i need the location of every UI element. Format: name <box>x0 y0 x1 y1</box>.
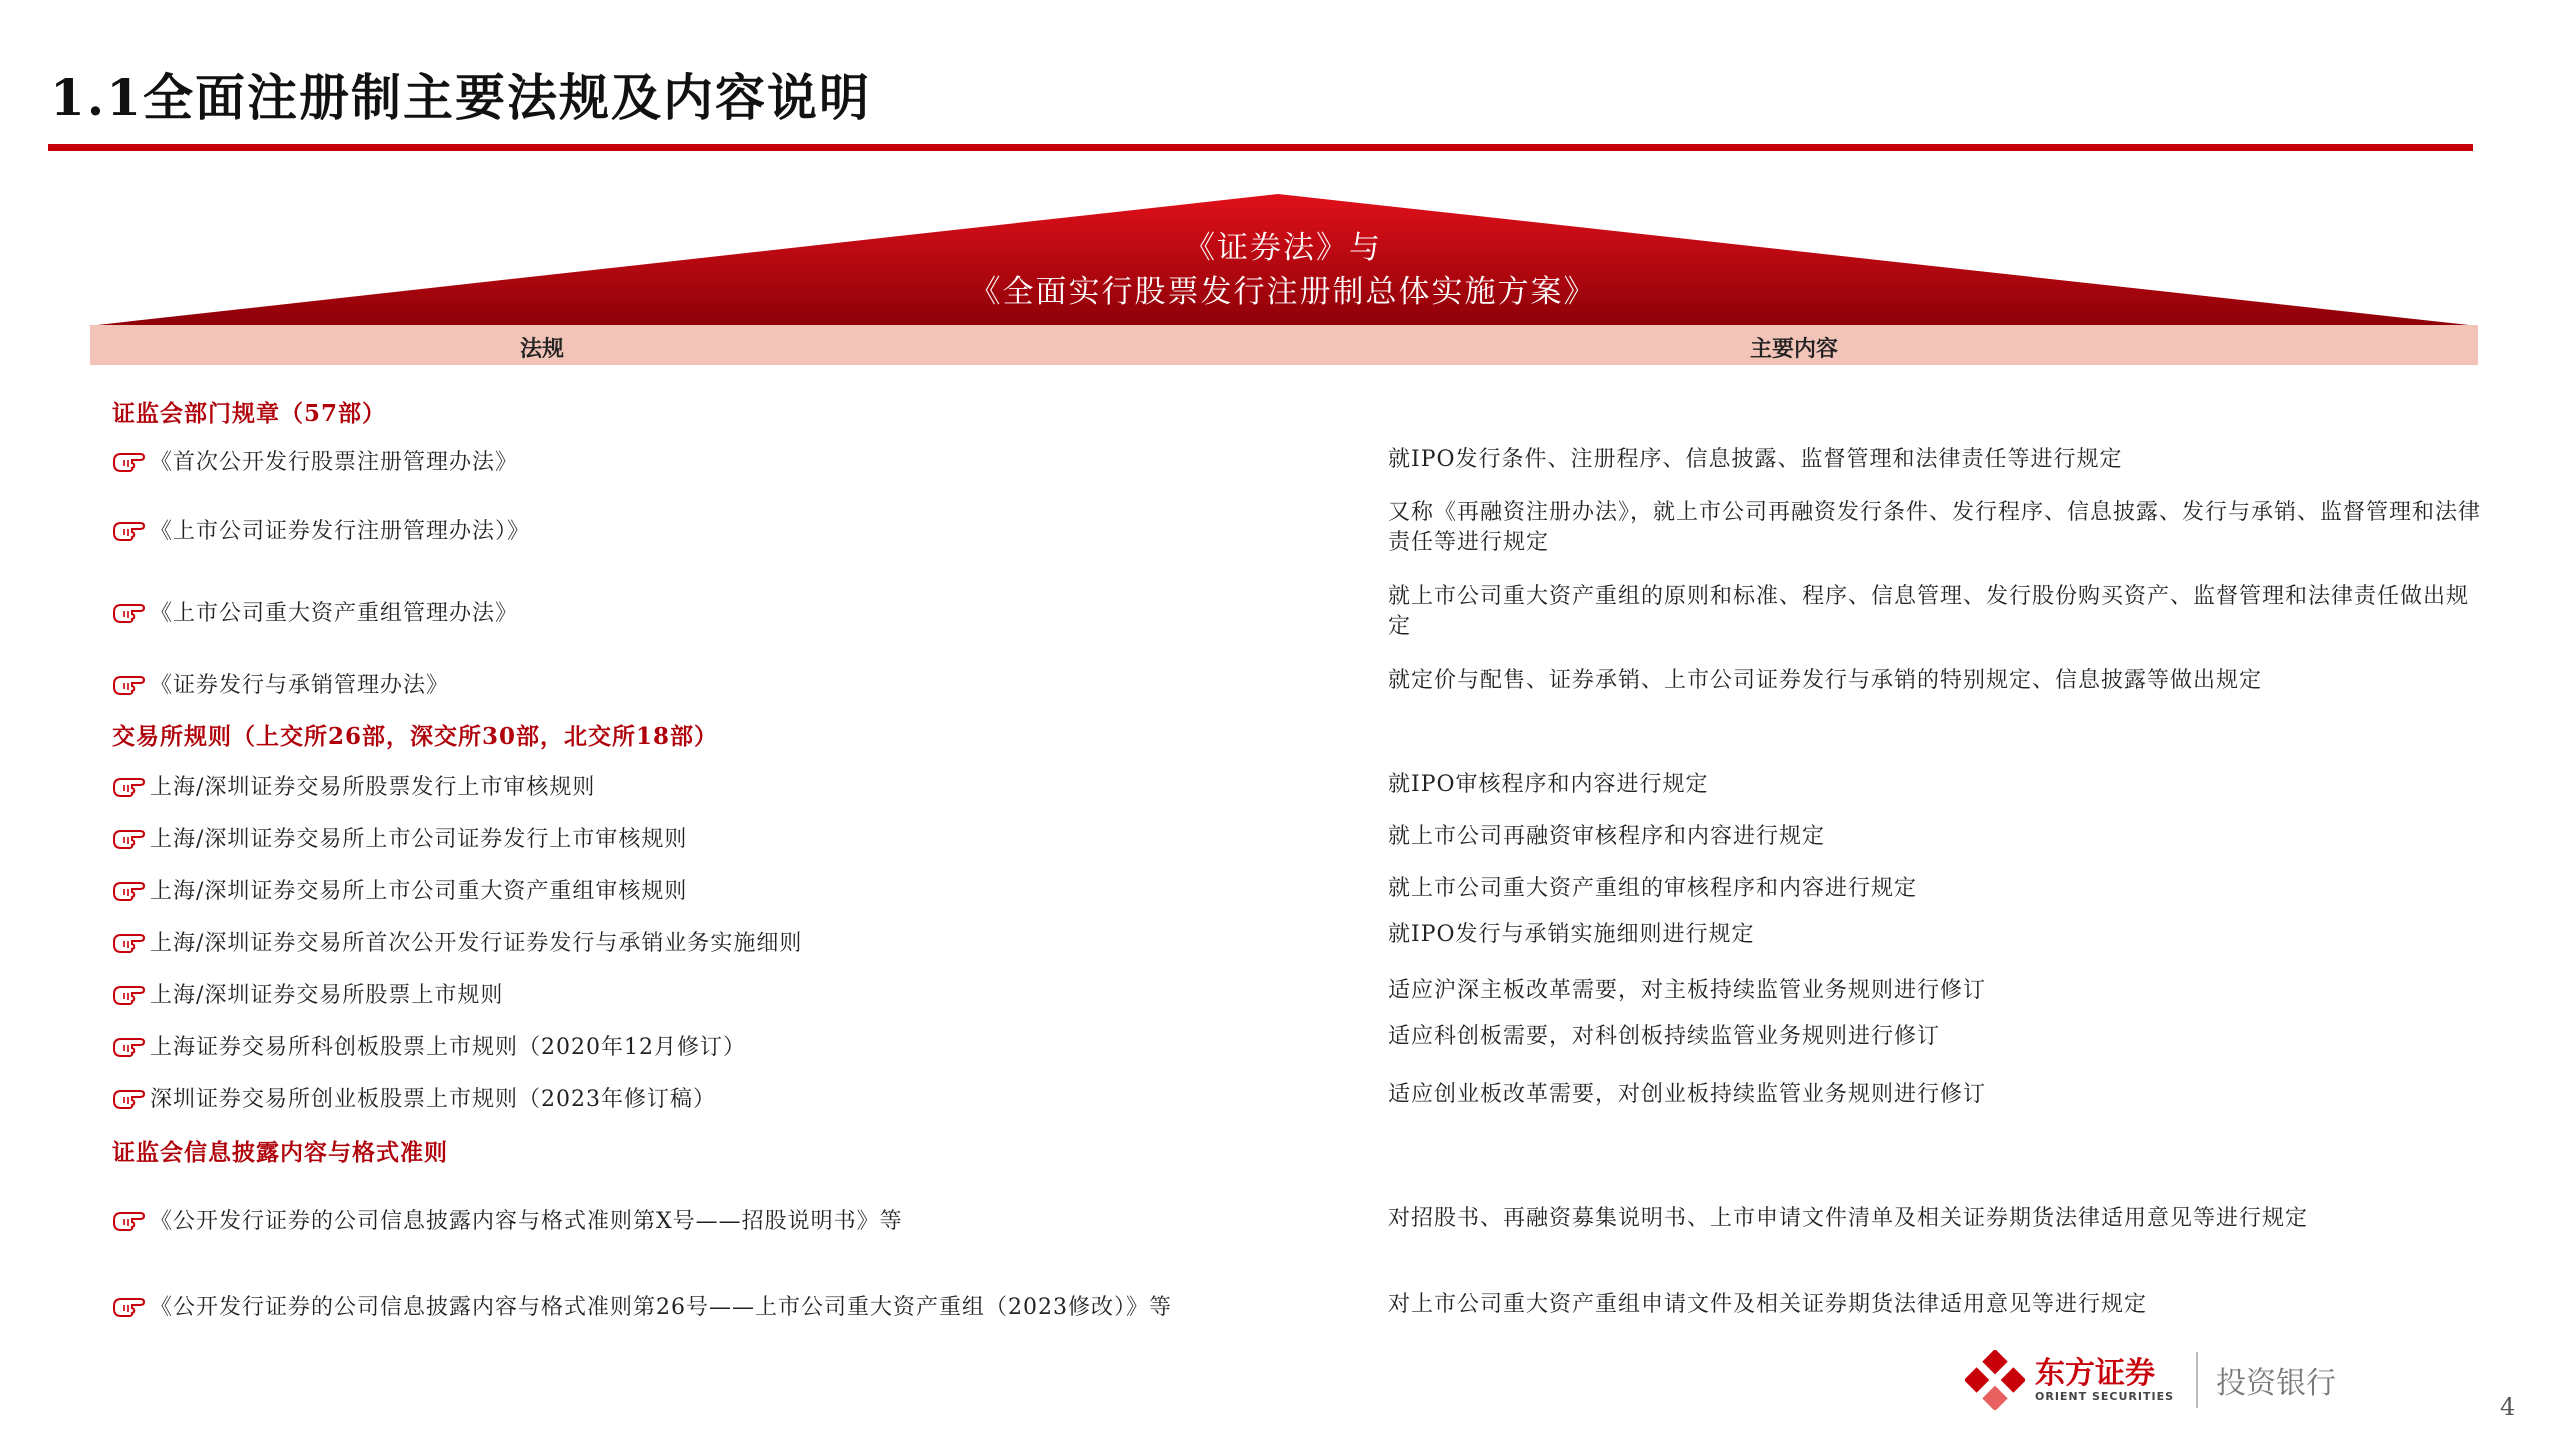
content-text: 就IPO发行条件、注册程序、信息披露、监督管理和法律责任等进行规定 <box>1388 447 2123 472</box>
content-text: 适应创业板改革需要，对创业板持续监管业务规则进行修订 <box>1388 1082 1987 1107</box>
law-item <box>112 926 802 957</box>
pointing-hand-icon <box>112 931 146 953</box>
law-text: 《公开发行证券的公司信息披露内容与格式准则第26号——上市公司重大资产重组（2023修改）》等 <box>150 1295 1172 1320</box>
section-title: 证监会部门规章（57部） <box>112 400 387 427</box>
pointing-hand-icon <box>112 673 146 695</box>
header-law: 法规 <box>520 336 565 362</box>
law-text: 上海/深圳证券交易所首次公开发行证券发行与承销业务实施细则 <box>150 931 803 956</box>
logo-en: ORIENT SECURITIES <box>2035 1389 2175 1403</box>
law-text: 《上市公司证券发行注册管理办法）》 <box>150 519 531 544</box>
law-item <box>112 770 595 801</box>
page-title: 1.1全面注册制主要法规及内容说明 <box>50 68 871 127</box>
law-text: 《公开发行证券的公司信息披露内容与格式准则第X号——招股说明书》等 <box>150 1209 903 1234</box>
content-text: 就上市公司重大资产重组的原则和标准、程序、信息管理、发行股份购买资产、监督管理和法律责任做出规定 <box>1388 584 2470 639</box>
pointing-hand-icon <box>112 827 146 849</box>
law-text: 上海/深圳证券交易所上市公司证券发行上市审核规则 <box>150 827 688 852</box>
pointing-hand-icon <box>112 450 146 472</box>
law-item <box>112 874 687 905</box>
law-text: 深圳证券交易所创业板股票上市规则（2023年修订稿） <box>150 1087 716 1112</box>
header-content: 主要内容 <box>1750 336 1839 362</box>
law-item <box>112 1082 716 1113</box>
law-item <box>112 1290 1172 1321</box>
law-text: 上海/深圳证券交易所股票发行上市审核规则 <box>150 775 596 800</box>
logo-divider <box>2196 1352 2198 1408</box>
law-text: 《首次公开发行股票注册管理办法》 <box>150 450 519 475</box>
pointing-hand-icon <box>112 1035 146 1057</box>
law-text: 《证券发行与承销管理办法》 <box>150 673 450 698</box>
content-text: 又称《再融资注册办法》，就上市公司再融资发行条件、发行程序、信息披露、发行与承销、监督管理和法律责任等进行规定 <box>1388 500 2482 555</box>
law-text: 上海证券交易所科创板股票上市规则（2020年12月修订） <box>150 1035 746 1060</box>
pointing-hand-icon <box>112 983 146 1005</box>
logo-text-block <box>2035 1355 2175 1403</box>
law-item <box>112 596 518 627</box>
orient-logo-icon <box>1965 1350 2025 1410</box>
pointing-hand-icon <box>112 775 146 797</box>
section-title: 证监会信息披露内容与格式准则 <box>112 1139 448 1166</box>
company-logo <box>1965 1350 2336 1410</box>
division-label: 投资银行 <box>2216 1366 2337 1401</box>
law-item <box>112 822 687 853</box>
pointing-hand-icon <box>112 1087 146 1109</box>
content-text: 就IPO审核程序和内容进行规定 <box>1388 772 1709 797</box>
page-number: 4 <box>2500 1393 2516 1421</box>
content-text: 适应科创板需要，对科创板持续监管业务规则进行修订 <box>1388 1024 1941 1049</box>
banner-line-1: 《证券法》与 <box>1184 230 1382 266</box>
content-text: 就上市公司重大资产重组的审核程序和内容进行规定 <box>1388 876 1918 901</box>
law-item <box>112 445 518 476</box>
law-item <box>112 1204 903 1235</box>
content-text: 就IPO发行与承销实施细则进行规定 <box>1388 922 1755 947</box>
law-text: 《上市公司重大资产重组管理办法》 <box>150 601 519 626</box>
pointing-hand-icon <box>112 1209 146 1231</box>
pointing-hand-icon <box>112 1295 146 1317</box>
content-text: 适应沪深主板改革需要，对主板持续监管业务规则进行修订 <box>1388 978 1987 1003</box>
content-text: 对招股书、再融资募集说明书、上市申请文件清单及相关证券期货法律适用意见等进行规定 <box>1388 1206 2309 1231</box>
content-text: 就定价与配售、证券承销、上市公司证券发行与承销的特别规定、信息披露等做出规定 <box>1388 668 2263 693</box>
table-header <box>90 325 2478 365</box>
logo-cn: 东方证券 <box>2035 1355 2155 1391</box>
pointing-hand-icon <box>112 519 146 541</box>
pointing-hand-icon <box>112 879 146 901</box>
banner-line-2: 《全面实行股票发行注册制总体实施方案》 <box>969 274 1597 310</box>
law-text: 上海/深圳证券交易所股票上市规则 <box>150 983 504 1008</box>
law-item <box>112 1030 746 1061</box>
law-text: 上海/深圳证券交易所上市公司重大资产重组审核规则 <box>150 879 688 904</box>
law-item <box>112 978 503 1009</box>
section-title: 交易所规则（上交所26部，深交所30部，北交所18部） <box>112 723 719 750</box>
title-divider <box>48 144 2473 151</box>
law-item <box>112 514 530 545</box>
law-item <box>112 668 449 699</box>
content-text: 对上市公司重大资产重组申请文件及相关证券期货法律适用意见等进行规定 <box>1388 1292 2148 1317</box>
content-text: 就上市公司再融资审核程序和内容进行规定 <box>1388 824 1826 849</box>
pointing-hand-icon <box>112 601 146 623</box>
